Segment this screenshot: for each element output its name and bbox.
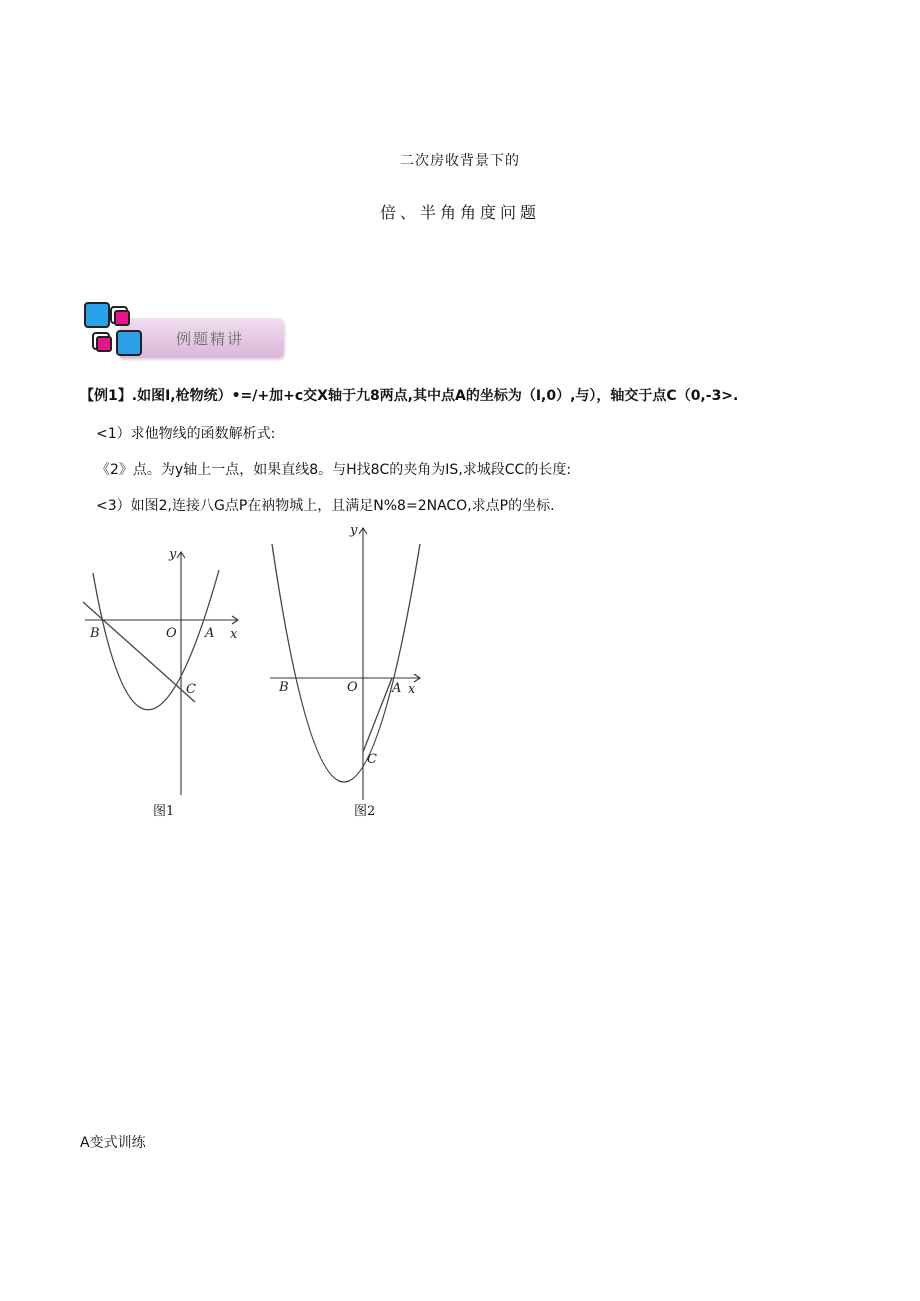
label-c: C xyxy=(186,682,196,697)
pink-square-icon xyxy=(114,310,130,326)
page-subtitle: 倍、半角角度问题 xyxy=(379,203,540,222)
label-o: O xyxy=(166,626,177,641)
blue-square-icon xyxy=(116,330,142,356)
figure-1-caption: 图1 xyxy=(153,804,175,819)
label-c: C xyxy=(367,752,377,767)
label-b: B xyxy=(279,680,289,695)
question-1: <1）求他物线的函数解析式: xyxy=(96,426,276,442)
question-3: <3）如图2,连接八G点P在衲物城上，且满足N%8=2NACO,求点P的坐标. xyxy=(96,498,555,514)
blue-square-icon xyxy=(84,302,110,328)
label-a: A xyxy=(205,626,215,641)
label-y: y xyxy=(350,523,358,538)
line-bc xyxy=(83,602,195,702)
pink-square-icon xyxy=(96,336,112,352)
label-o: O xyxy=(347,680,358,695)
parabola xyxy=(272,544,420,782)
section-heading: A变式训练 xyxy=(80,1135,146,1151)
page-title: 二次房收背景下的 xyxy=(400,153,520,169)
label-a: A xyxy=(392,681,402,696)
banner-label: 例题精讲 xyxy=(176,330,245,348)
figure-1 xyxy=(80,540,255,800)
segment-ac xyxy=(363,678,392,752)
section-banner xyxy=(80,296,286,368)
parabola xyxy=(93,570,219,710)
figure-2 xyxy=(262,520,427,805)
label-x: x xyxy=(230,627,238,642)
question-2: 《2》点。为y轴上一点，如果直线8。与H找8C的夹角为IS,求城段CC的长度: xyxy=(96,462,572,478)
example-intro xyxy=(80,386,738,406)
figure-2-caption: 图2 xyxy=(354,804,376,819)
example-intro-text: .如图I,枪物统）•=/+加+c交X轴于九8两点,其中点A的坐标为（I,0）,与），轴交于点C（0,-3>. xyxy=(131,388,739,404)
label-b: B xyxy=(90,626,100,641)
label-y: y xyxy=(169,547,177,562)
example-tag: 【例1】 xyxy=(80,388,132,404)
label-x: x xyxy=(408,682,416,697)
